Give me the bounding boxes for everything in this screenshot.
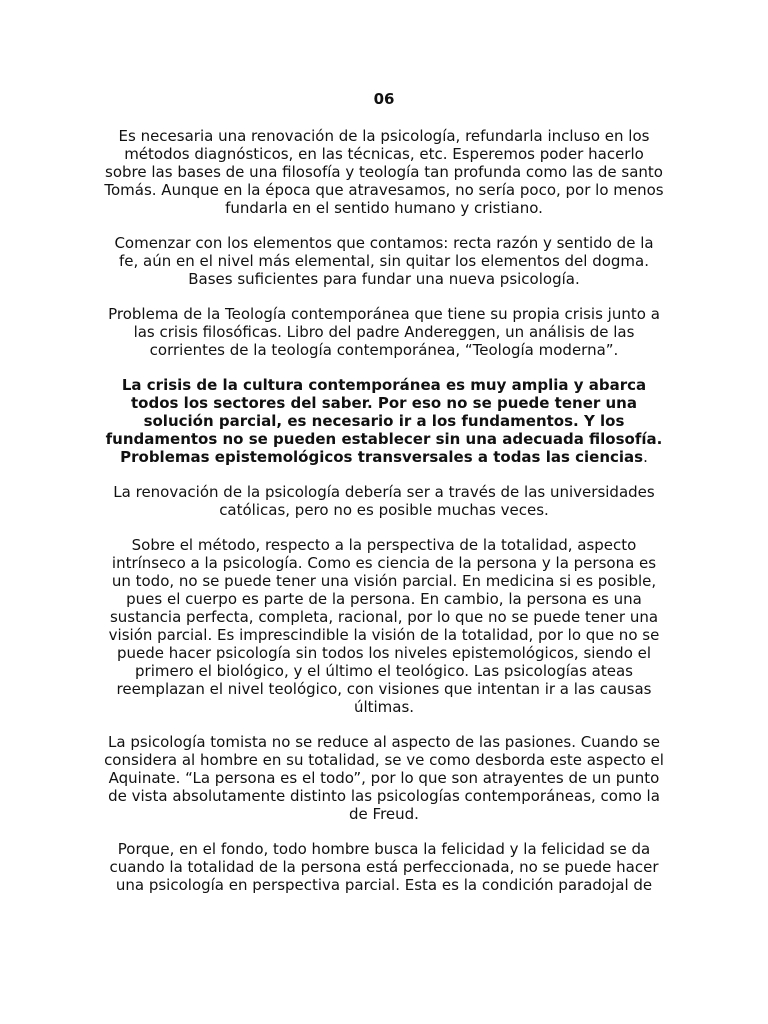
paragraph-crisis-cultura-text: La crisis de la cultura contemporánea es muy amplia y abarca todos los sectores del saber. Por eso no se puede tener una solución parcial, es necesario ir a los fundamentos. Y los fundamentos no se pueden establecer sin una adecuada filosofía. Problemas epistemológicos transversales a todas las ciencias <box>105 376 663 466</box>
paragraph-psicologia-tomista: La psicología tomista no se reduce al aspecto de las pasiones. Cuando se considera al hombre en su totalidad, se ve como desborda este aspecto el Aquinate. “La persona es el todo”, por lo que son atrayentes de un punto de vista absolutamente distinto las psicologías contemporáneas, como la de Freud. <box>104 733 664 823</box>
paragraph-felicidad: Porque, en el fondo, todo hombre busca la felicidad y la felicidad se da cuando la totalidad de la persona está perfeccionada, no se puede hacer una psicología en perspectiva parcial. Esta es la condición paradojal de <box>109 840 659 894</box>
paragraph-comenzar: Comenzar con los elementos que contamos: recta razón y sentido de la fe, aún en el nivel más elemental, sin quitar los elementos del dogma. Bases suficientes para fundar una nueva psicología. <box>114 234 654 288</box>
paragraph-crisis-cultura <box>104 376 664 466</box>
paragraph-teologia-contemporanea: Problema de la Teología contemporánea que tiene su propia crisis junto a las crisis filosóficas. Libro del padre Andereggen, un análisis de las corrientes de la teología contemporánea, “Teología moderna”. <box>108 305 660 359</box>
paragraph-universidades: La renovación de la psicología debería ser a través de las universidades católicas, pero no es posible muchas veces. <box>113 483 655 519</box>
paragraph-crisis-cultura-period: . <box>643 448 648 466</box>
paragraph-metodo-totalidad: Sobre el método, respecto a la perspectiva de la totalidad, aspecto intrínseco a la psicología. Como es ciencia de la persona y la persona es un todo, no se puede tener una visión parcial. En medicina si es posible, pues el cuerpo es parte de la persona. En cambio, la persona es una sustancia perfecta, completa, racional, por lo que no se puede tener una visión parcial. Es imprescindible la visión de la totalidad, por lo que no se puede hacer psicología sin todos los niveles epistemológicos, siendo el primero el biológico, y el último el teológico. Las psicologías ateas reemplazan el nivel teológico, con visiones que intentan ir a las causas últimas. <box>108 536 660 716</box>
paragraph-renovacion: Es necesaria una renovación de la psicología, refundarla incluso en los métodos diagnósticos, en las técnicas, etc. Esperemos poder hacerlo sobre las bases de una filosofía y teología tan profunda como las de santo Tomás. Aunque en la época que atravesamos, no sería poco, por lo menos fundarla en el sentido humano y cristiano. <box>104 127 664 217</box>
page-number: 06 <box>373 90 395 108</box>
document-page <box>104 89 664 894</box>
